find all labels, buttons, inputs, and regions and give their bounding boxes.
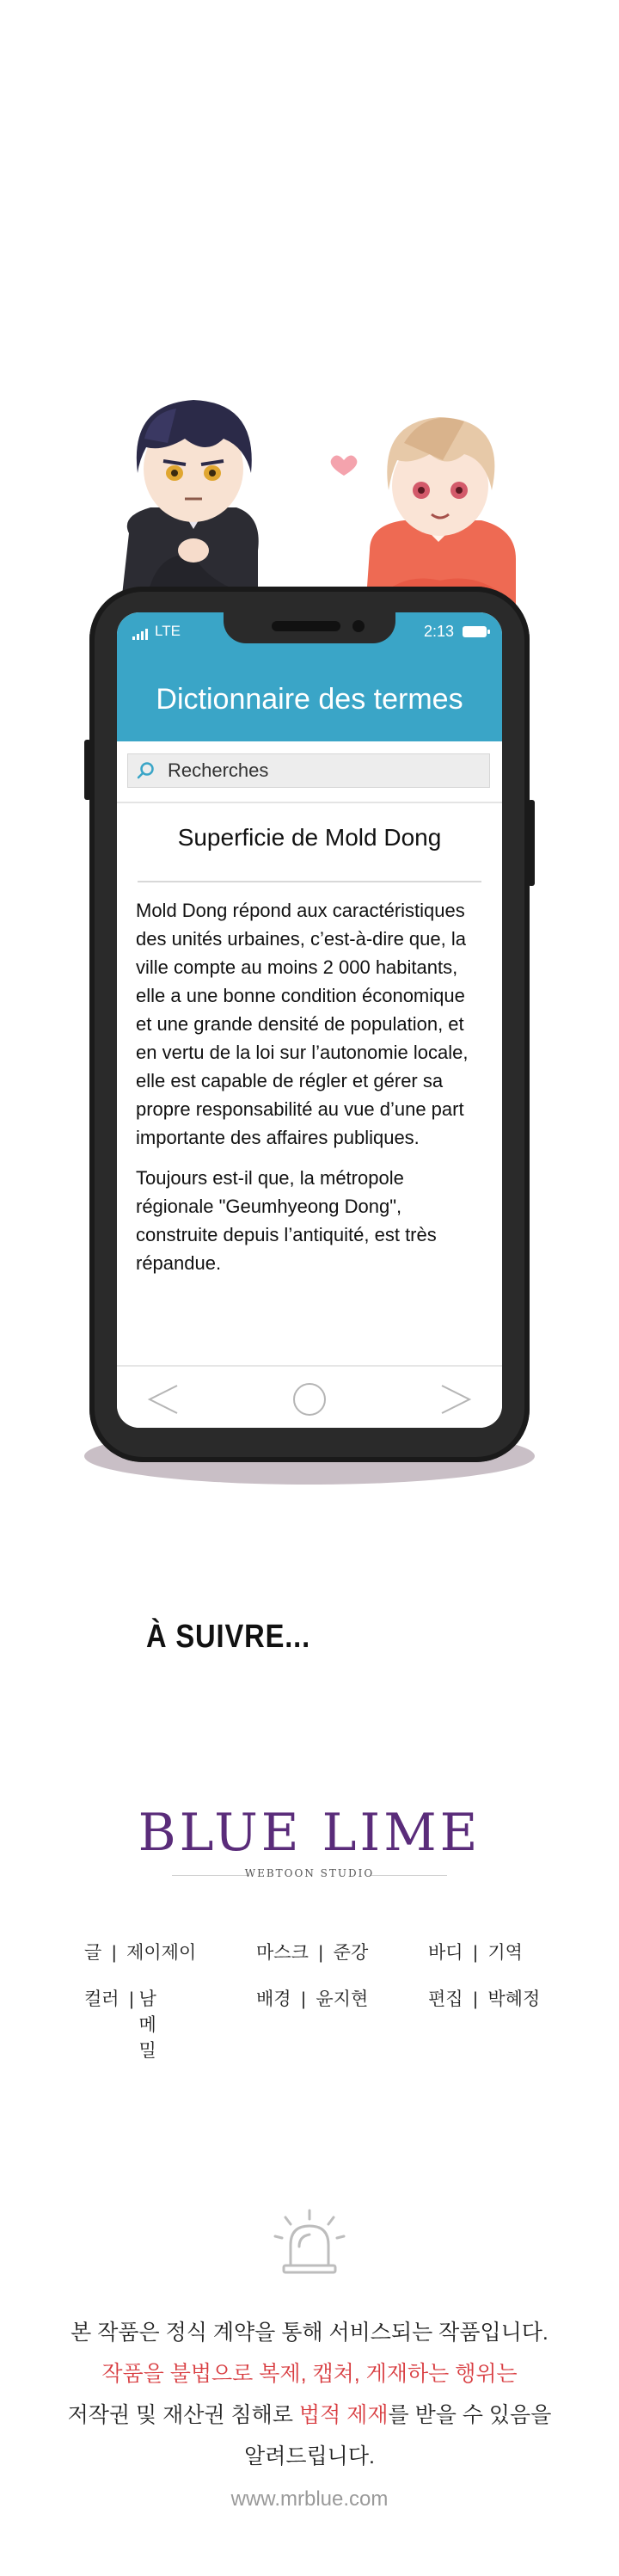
credit-role: 컬러 xyxy=(84,1989,120,2009)
camera-icon xyxy=(352,620,365,632)
credit-color: 컬러 | 남메밀 xyxy=(84,1987,179,2064)
credit-role: 배경 xyxy=(256,1989,291,2009)
status-bar-right xyxy=(424,623,487,641)
status-bar-left xyxy=(132,623,181,640)
notice-line-3 xyxy=(0,2398,619,2429)
clock: 2:13 xyxy=(423,623,454,640)
article-paragraph: Toujours est-il que, la métropole régionale "Geumhyeong Dong", construite depuis l’antiquité, est très répandue. xyxy=(136,1167,437,1274)
credit-name: 윤지현 xyxy=(316,1989,369,2009)
website-link[interactable]: www.mrblue.com xyxy=(230,2487,389,2511)
credit-background: 배경 | 윤지현 xyxy=(256,1989,369,2009)
title-divider xyxy=(138,881,481,882)
credit-name: 남메밀 xyxy=(138,1989,156,2061)
credit-mask: 마스크 | 준강 xyxy=(256,1943,369,1963)
article-paragraph: Mold Dong répond aux caractéristiques des unités urbaines, c’est-à-dire que, la ville compte au moins 2 000 habitants, elle a une bonne condition économique et une grande densité de population, et en vertu de la loi sur l’autonomie locale, elle est capable de régler et gérer sa propre responsabilité au vue d’une part importante des affaires publiques. xyxy=(136,900,469,1148)
chibi-characters-illustration xyxy=(0,378,619,611)
battery-icon xyxy=(463,626,487,637)
phone-screen xyxy=(117,612,502,1428)
notice-legal-sanction: 법적 제재 xyxy=(298,2403,389,2427)
heart-icon xyxy=(331,455,358,476)
blonde-character xyxy=(365,417,516,611)
credit-name: 준강 xyxy=(333,1943,369,1963)
app-title: Dictionnaire des termes xyxy=(156,683,463,716)
credit-role: 글 xyxy=(84,1943,102,1963)
article-title: Superficie de Mold Dong xyxy=(177,824,442,851)
forward-icon[interactable] xyxy=(438,1382,473,1417)
article-body xyxy=(136,896,483,1289)
back-icon[interactable] xyxy=(146,1382,181,1417)
search-icon xyxy=(137,761,156,780)
signal-icon xyxy=(132,628,148,640)
speaker-icon xyxy=(272,621,340,631)
carrier-label: LTE xyxy=(155,623,181,639)
search-bar[interactable] xyxy=(127,753,490,788)
notice-line-1: 본 작품은 정식 계약을 통해 서비스되는 작품입니다. xyxy=(70,2321,549,2345)
credit-name: 박혜정 xyxy=(487,1989,541,2009)
credit-role: 마스크 xyxy=(256,1943,309,1963)
home-icon[interactable] xyxy=(292,1382,327,1417)
dark-haired-character xyxy=(120,400,259,611)
search-input[interactable] xyxy=(166,759,479,783)
to-be-continued-text: À SUIVRE... xyxy=(146,1619,311,1655)
app-header xyxy=(117,612,502,741)
notice-line-4: 알려드립니다. xyxy=(244,2444,375,2468)
credit-body: 바디 | 기역 xyxy=(428,1943,523,1963)
credit-name: 제이제이 xyxy=(126,1943,197,1963)
credit-role: 편집 xyxy=(428,1989,463,2009)
navigation-bar xyxy=(117,1365,502,1428)
notice-line-2: 작품을 불법으로 복제, 캡쳐, 게재하는 행위는 xyxy=(101,2362,518,2386)
studio-logo: BLUE LIME xyxy=(138,1803,481,1863)
studio-subtitle: WEBTOON STUDIO xyxy=(244,1867,375,1879)
notice-line-3-end: 를 받을 수 있음을 xyxy=(388,2403,552,2427)
phone-notch xyxy=(224,612,395,643)
search-area xyxy=(117,741,502,803)
credit-writer: 글 | 제이제이 xyxy=(84,1943,197,1963)
credit-role: 바디 xyxy=(428,1943,463,1963)
credit-name: 기역 xyxy=(487,1943,523,1963)
notice-line-3-start: 저작권 및 재산권 침해로 xyxy=(67,2403,299,2427)
credit-editor: 편집 | 박혜정 xyxy=(428,1989,541,2009)
siren-icon xyxy=(273,2209,346,2278)
